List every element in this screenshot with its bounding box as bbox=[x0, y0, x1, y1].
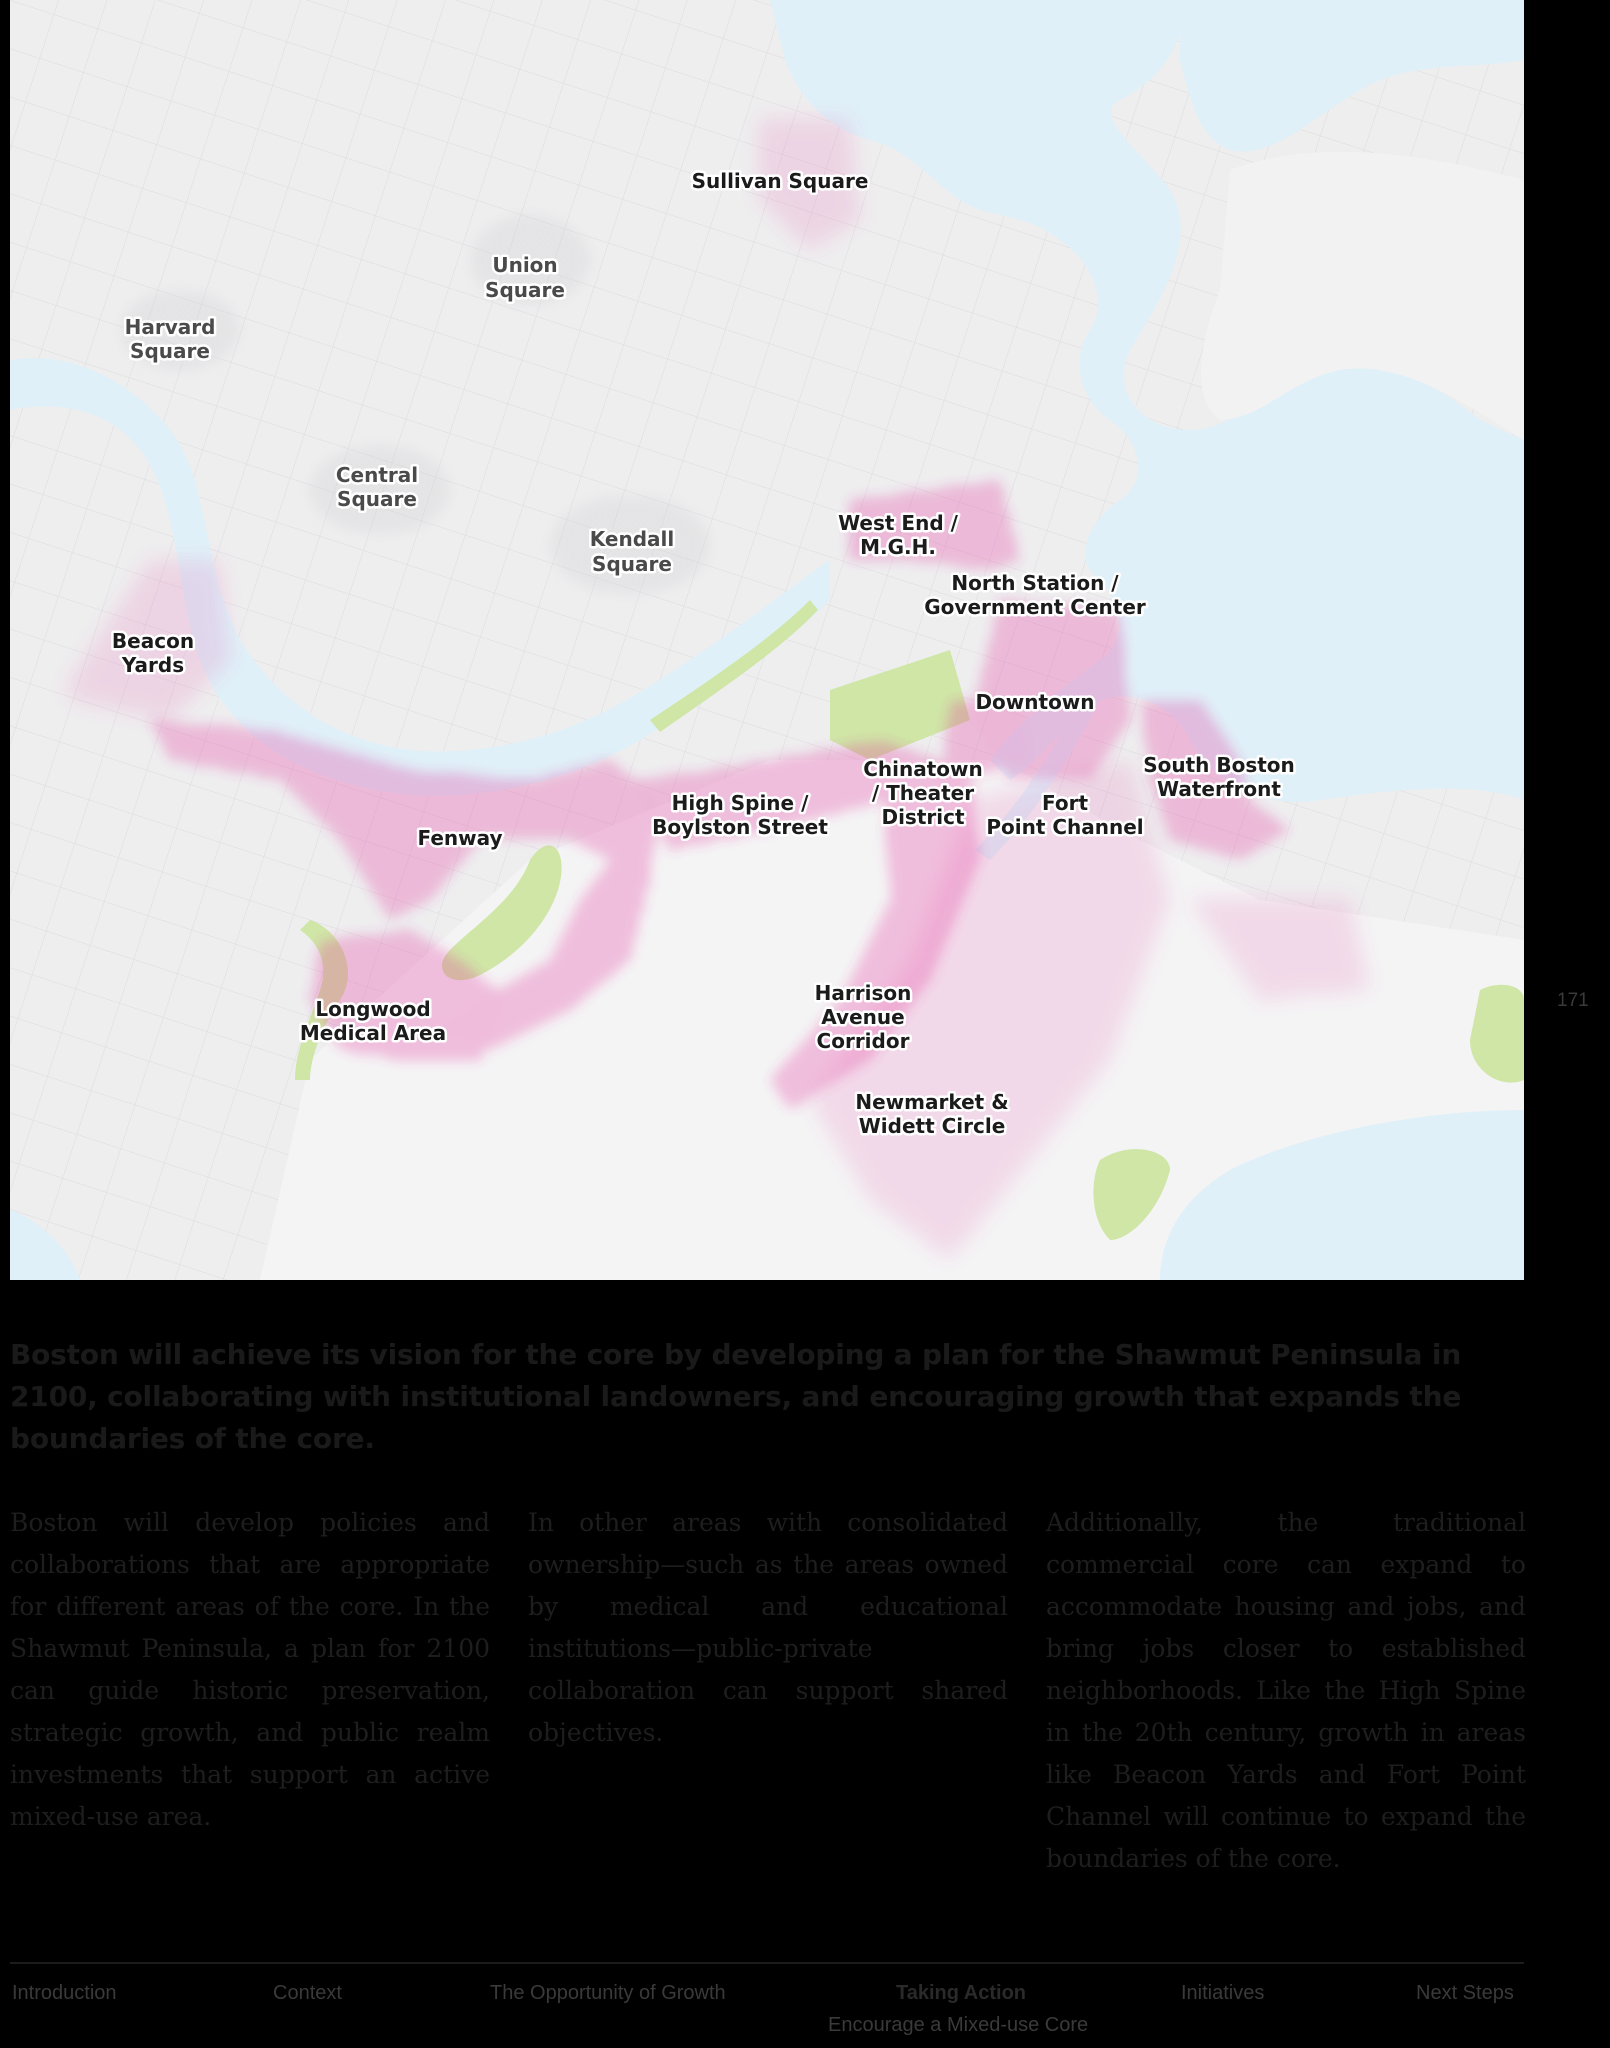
label-fenway: Fenway bbox=[417, 826, 503, 850]
section-headline: Boston will achieve its vision for the core by developing a plan for the Shawmut Peninsula in 2100, collaborating with institutional landowners, and encouraging growth that expands the boundaries of the core. bbox=[10, 1338, 1462, 1455]
label-beacon-yards: Beacon Yards bbox=[111, 629, 195, 677]
label-kendall-square: Kendall Square bbox=[589, 527, 675, 576]
nav-opportunity-of-growth[interactable]: The Opportunity of Growth bbox=[490, 1982, 726, 2004]
label-fort-point-channel: Fort Point Channel bbox=[986, 791, 1144, 839]
footer-nav bbox=[10, 1982, 1524, 2018]
page-number: 171 bbox=[1557, 990, 1589, 1011]
label-central-square: Central Square bbox=[335, 463, 419, 511]
nav-current-subsection: Encourage a Mixed-use Core bbox=[828, 2014, 1089, 2036]
label-downtown: Downtown bbox=[975, 690, 1095, 714]
label-west-end: West End / M.G.H. bbox=[838, 511, 958, 559]
nav-initiatives[interactable]: Initiatives bbox=[1181, 1982, 1265, 2004]
footer-divider bbox=[10, 1962, 1524, 1964]
label-north-station: North Station / Government Center bbox=[924, 571, 1146, 619]
label-newmarket-widett: Newmarket & Widett Circle bbox=[855, 1090, 1009, 1138]
label-south-boston-waterfront: South Boston Waterfront bbox=[1143, 753, 1295, 801]
label-chinatown: Chinatown / Theater District bbox=[863, 757, 983, 829]
core-growth-map bbox=[10, 0, 1524, 1280]
label-union-square: Union Square bbox=[485, 253, 565, 302]
label-harrison-avenue: Harrison Avenue Corridor bbox=[814, 981, 912, 1053]
label-sullivan-square: Sullivan Square bbox=[691, 169, 869, 193]
label-high-spine: High Spine / Boylston Street bbox=[652, 791, 828, 839]
body-column-1: Boston will develop policies and collaborations that are appropriate for different areas of the core. In the Shawmut Peninsula, a plan for 2100 can guide historic preservation, strategic growth, and public realm investments that support an active mixed-use area. bbox=[10, 1508, 490, 1831]
body-column-2: In other areas with consolidated ownership—such as the areas owned by medical and educational institutions—public-private collaboration can support shared objectives. bbox=[528, 1508, 1008, 1747]
nav-next-steps[interactable]: Next Steps bbox=[1416, 1982, 1514, 2004]
label-harvard-square: Harvard Square bbox=[124, 315, 216, 363]
body-column-3: Additionally, the traditional commercial core can expand to accommodate housing and jobs, and bring jobs closer to established neighborhoods. Like the High Spine in the 20th century, growth in areas like Beacon Yards and Fort Point Channel will continue to expand the boundaries of the core. bbox=[1046, 1508, 1526, 1873]
nav-context[interactable]: Context bbox=[273, 1982, 342, 2004]
label-longwood-medical-area: Longwood Medical Area bbox=[299, 997, 447, 1045]
nav-introduction[interactable]: Introduction bbox=[12, 1982, 117, 2004]
nav-taking-action[interactable]: Taking Action bbox=[896, 1982, 1026, 2004]
